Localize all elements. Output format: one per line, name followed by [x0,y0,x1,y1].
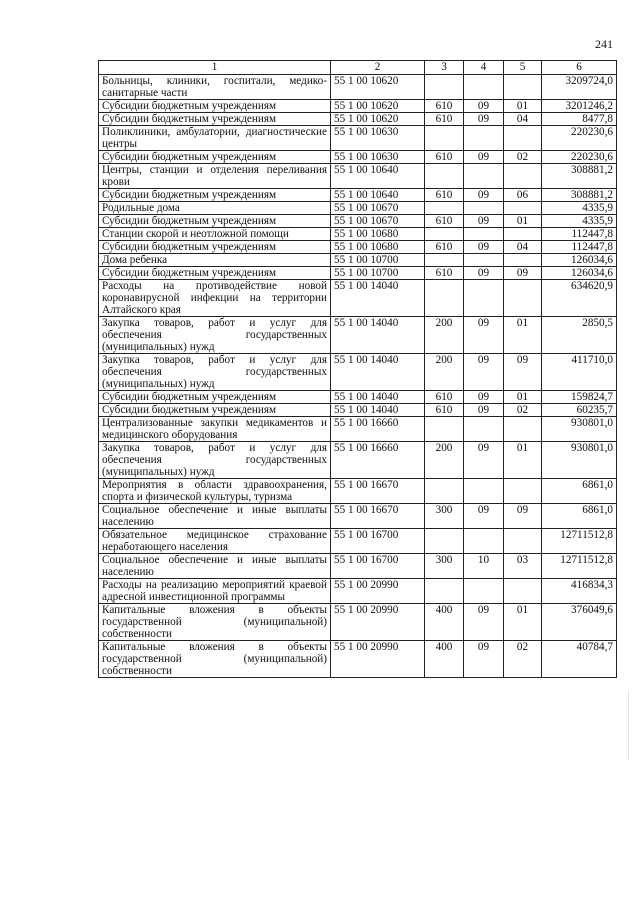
row-name: Центры, станции и отделения переливания крови [99,164,331,189]
row-amount: 4335,9 [542,215,617,228]
scan-artifact [628,690,629,760]
row-col4: 09 [464,354,504,391]
table-row [99,641,617,678]
row-col3: 610 [425,100,464,113]
row-col4 [464,228,504,241]
table-row [99,100,617,113]
row-col5 [504,254,542,267]
row-col3: 610 [425,151,464,164]
row-code: 55 1 00 10620 [331,75,425,100]
column-header-4: 4 [464,61,504,75]
table-row [99,113,617,126]
row-amount: 3209724,0 [542,75,617,100]
row-col5: 01 [504,391,542,404]
row-code: 55 1 00 10620 [331,100,425,113]
row-amount: 12711512,8 [542,529,617,554]
row-amount: 634620,9 [542,280,617,317]
row-col4: 09 [464,113,504,126]
row-code: 55 1 00 10630 [331,126,425,151]
row-amount: 112447,8 [542,228,617,241]
row-name: Субсидии бюджетным учреждениям [99,151,331,164]
row-name: Дома ребенка [99,254,331,267]
row-col4 [464,479,504,504]
table-row [99,391,617,404]
table-row [99,354,617,391]
row-col5 [504,280,542,317]
row-col5: 01 [504,100,542,113]
header-row [99,61,617,75]
row-code: 55 1 00 16660 [331,442,425,479]
table-row [99,267,617,280]
row-col5 [504,202,542,215]
row-col5: 01 [504,215,542,228]
row-col5: 01 [504,604,542,641]
row-col5 [504,529,542,554]
row-name: Субсидии бюджетным учреждениям [99,267,331,280]
row-name: Капитальные вложения в объекты государственной (муниципальной) собственности [99,641,331,678]
row-col4: 09 [464,100,504,113]
row-col3 [425,75,464,100]
row-amount: 126034,6 [542,267,617,280]
row-col5: 09 [504,504,542,529]
row-col4: 09 [464,267,504,280]
table-row [99,554,617,579]
row-code: 55 1 00 20990 [331,641,425,678]
table-row [99,442,617,479]
table-row [99,151,617,164]
row-amount: 416834,3 [542,579,617,604]
row-col3: 200 [425,317,464,354]
row-name: Обязательное медицинское страхование неработающего населения [99,529,331,554]
row-col3: 200 [425,442,464,479]
column-header-2: 2 [331,61,425,75]
row-col3 [425,280,464,317]
row-col4 [464,202,504,215]
row-name: Закупка товаров, работ и услуг для обеспечения государственных (муниципальных) нужд [99,442,331,479]
row-col3: 400 [425,604,464,641]
row-col5 [504,126,542,151]
row-col5: 02 [504,641,542,678]
budget-table [98,60,617,678]
row-col3: 610 [425,215,464,228]
row-col3: 610 [425,241,464,254]
row-col5: 09 [504,267,542,280]
row-code: 55 1 00 10630 [331,151,425,164]
row-name: Социальное обеспечение и иные выплаты населению [99,554,331,579]
row-code: 55 1 00 16670 [331,479,425,504]
row-col4 [464,75,504,100]
row-name: Поликлиники, амбулатории, диагностические центры [99,126,331,151]
row-col5 [504,479,542,504]
row-name: Субсидии бюджетным учреждениям [99,241,331,254]
row-col4 [464,254,504,267]
row-name: Централизованные закупки медикаментов и медицинского оборудования [99,417,331,442]
row-name: Субсидии бюджетным учреждениям [99,189,331,202]
row-col3 [425,417,464,442]
row-col3 [425,228,464,241]
row-name: Больницы, клиники, госпитали, медико-санитарные части [99,75,331,100]
table-row [99,202,617,215]
table-row [99,280,617,317]
row-col4: 09 [464,317,504,354]
row-col5: 01 [504,317,542,354]
row-amount: 4335,9 [542,202,617,215]
table-row [99,604,617,641]
row-code: 55 1 00 10640 [331,164,425,189]
row-col4: 09 [464,241,504,254]
row-amount: 6861,0 [542,479,617,504]
row-col5: 04 [504,241,542,254]
column-header-6: 6 [542,61,617,75]
row-name: Закупка товаров, работ и услуг для обеспечения государственных (муниципальных) нужд [99,354,331,391]
row-col5: 09 [504,354,542,391]
row-col5: 03 [504,554,542,579]
table-row [99,317,617,354]
row-amount: 12711512,8 [542,554,617,579]
row-col4: 10 [464,554,504,579]
column-header-5: 5 [504,61,542,75]
row-col3 [425,529,464,554]
row-code: 55 1 00 16700 [331,554,425,579]
table-row [99,215,617,228]
row-code: 55 1 00 16660 [331,417,425,442]
row-col4 [464,417,504,442]
column-header-3: 3 [425,61,464,75]
row-col4: 09 [464,151,504,164]
table-row [99,504,617,529]
row-amount: 308881,2 [542,164,617,189]
row-col5 [504,164,542,189]
row-amount: 411710,0 [542,354,617,391]
row-amount: 220230,6 [542,151,617,164]
row-name: Станции скорой и неотложной помощи [99,228,331,241]
row-col5: 02 [504,404,542,417]
table-row [99,126,617,151]
row-col5: 02 [504,151,542,164]
row-col3: 610 [425,189,464,202]
row-col5 [504,579,542,604]
row-amount: 220230,6 [542,126,617,151]
row-col3: 300 [425,554,464,579]
row-amount: 376049,6 [542,604,617,641]
row-name: Расходы на противодействие новой коронавирусной инфекции на территории Алтайского края [99,280,331,317]
row-name: Капитальные вложения в объекты государственной (муниципальной) собственности [99,604,331,641]
row-name: Закупка товаров, работ и услуг для обеспечения государственных (муниципальных) нужд [99,317,331,354]
row-col4 [464,280,504,317]
row-amount: 3201246,2 [542,100,617,113]
row-amount: 930801,0 [542,417,617,442]
row-col4: 09 [464,189,504,202]
row-col3: 610 [425,404,464,417]
row-col5 [504,417,542,442]
row-col4 [464,529,504,554]
row-code: 55 1 00 10700 [331,254,425,267]
row-col4 [464,164,504,189]
row-col4 [464,579,504,604]
row-code: 55 1 00 10700 [331,267,425,280]
row-code: 55 1 00 16670 [331,504,425,529]
row-code: 55 1 00 10640 [331,189,425,202]
row-col3 [425,202,464,215]
page-number: 241 [595,37,613,51]
table-row [99,579,617,604]
row-code: 55 1 00 20990 [331,579,425,604]
row-col3 [425,479,464,504]
row-col4: 09 [464,391,504,404]
table-body [99,75,617,678]
row-col4: 09 [464,504,504,529]
row-amount: 60235,7 [542,404,617,417]
row-name: Социальное обеспечение и иные выплаты населению [99,504,331,529]
row-name: Родильные дома [99,202,331,215]
row-col4: 09 [464,604,504,641]
row-col3 [425,579,464,604]
row-amount: 112447,8 [542,241,617,254]
row-code: 55 1 00 16700 [331,529,425,554]
row-col3: 610 [425,391,464,404]
table-row [99,189,617,202]
table-row [99,529,617,554]
row-col4: 09 [464,641,504,678]
row-col4: 09 [464,215,504,228]
row-name: Субсидии бюджетным учреждениям [99,215,331,228]
table-row [99,479,617,504]
row-col5: 01 [504,442,542,479]
table-row [99,241,617,254]
table-row [99,417,617,442]
row-code: 55 1 00 10620 [331,113,425,126]
row-amount: 40784,7 [542,641,617,678]
row-col4: 09 [464,442,504,479]
row-amount: 126034,6 [542,254,617,267]
row-code: 55 1 00 14040 [331,280,425,317]
row-col3: 610 [425,267,464,280]
row-col5 [504,228,542,241]
row-col3: 400 [425,641,464,678]
row-name: Мероприятия в области здравоохранения, спорта и физической культуры, туризма [99,479,331,504]
row-amount: 930801,0 [542,442,617,479]
row-amount: 8477,8 [542,113,617,126]
row-code: 55 1 00 10680 [331,241,425,254]
row-col4: 09 [464,404,504,417]
row-col5 [504,75,542,100]
table-row [99,164,617,189]
row-col3: 200 [425,354,464,391]
row-code: 55 1 00 14040 [331,354,425,391]
row-code: 55 1 00 14040 [331,317,425,354]
table-row [99,254,617,267]
row-code: 55 1 00 10670 [331,215,425,228]
row-name: Субсидии бюджетным учреждениям [99,391,331,404]
row-amount: 308881,2 [542,189,617,202]
table-row [99,75,617,100]
table-row [99,228,617,241]
row-code: 55 1 00 20990 [331,604,425,641]
row-amount: 159824,7 [542,391,617,404]
row-name: Субсидии бюджетным учреждениям [99,100,331,113]
row-col3: 610 [425,113,464,126]
row-col3 [425,254,464,267]
row-amount: 2850,5 [542,317,617,354]
table-row [99,404,617,417]
row-col3 [425,164,464,189]
row-col3: 300 [425,504,464,529]
row-name: Субсидии бюджетным учреждениям [99,113,331,126]
row-col5: 06 [504,189,542,202]
row-code: 55 1 00 10670 [331,202,425,215]
row-col5: 04 [504,113,542,126]
row-amount: 6861,0 [542,504,617,529]
row-code: 55 1 00 10680 [331,228,425,241]
row-code: 55 1 00 14040 [331,391,425,404]
row-name: Субсидии бюджетным учреждениям [99,404,331,417]
row-col4 [464,126,504,151]
row-name: Расходы на реализацию мероприятий краевой адресной инвестиционной программы [99,579,331,604]
column-header-1: 1 [99,61,331,75]
row-code: 55 1 00 14040 [331,404,425,417]
row-col3 [425,126,464,151]
